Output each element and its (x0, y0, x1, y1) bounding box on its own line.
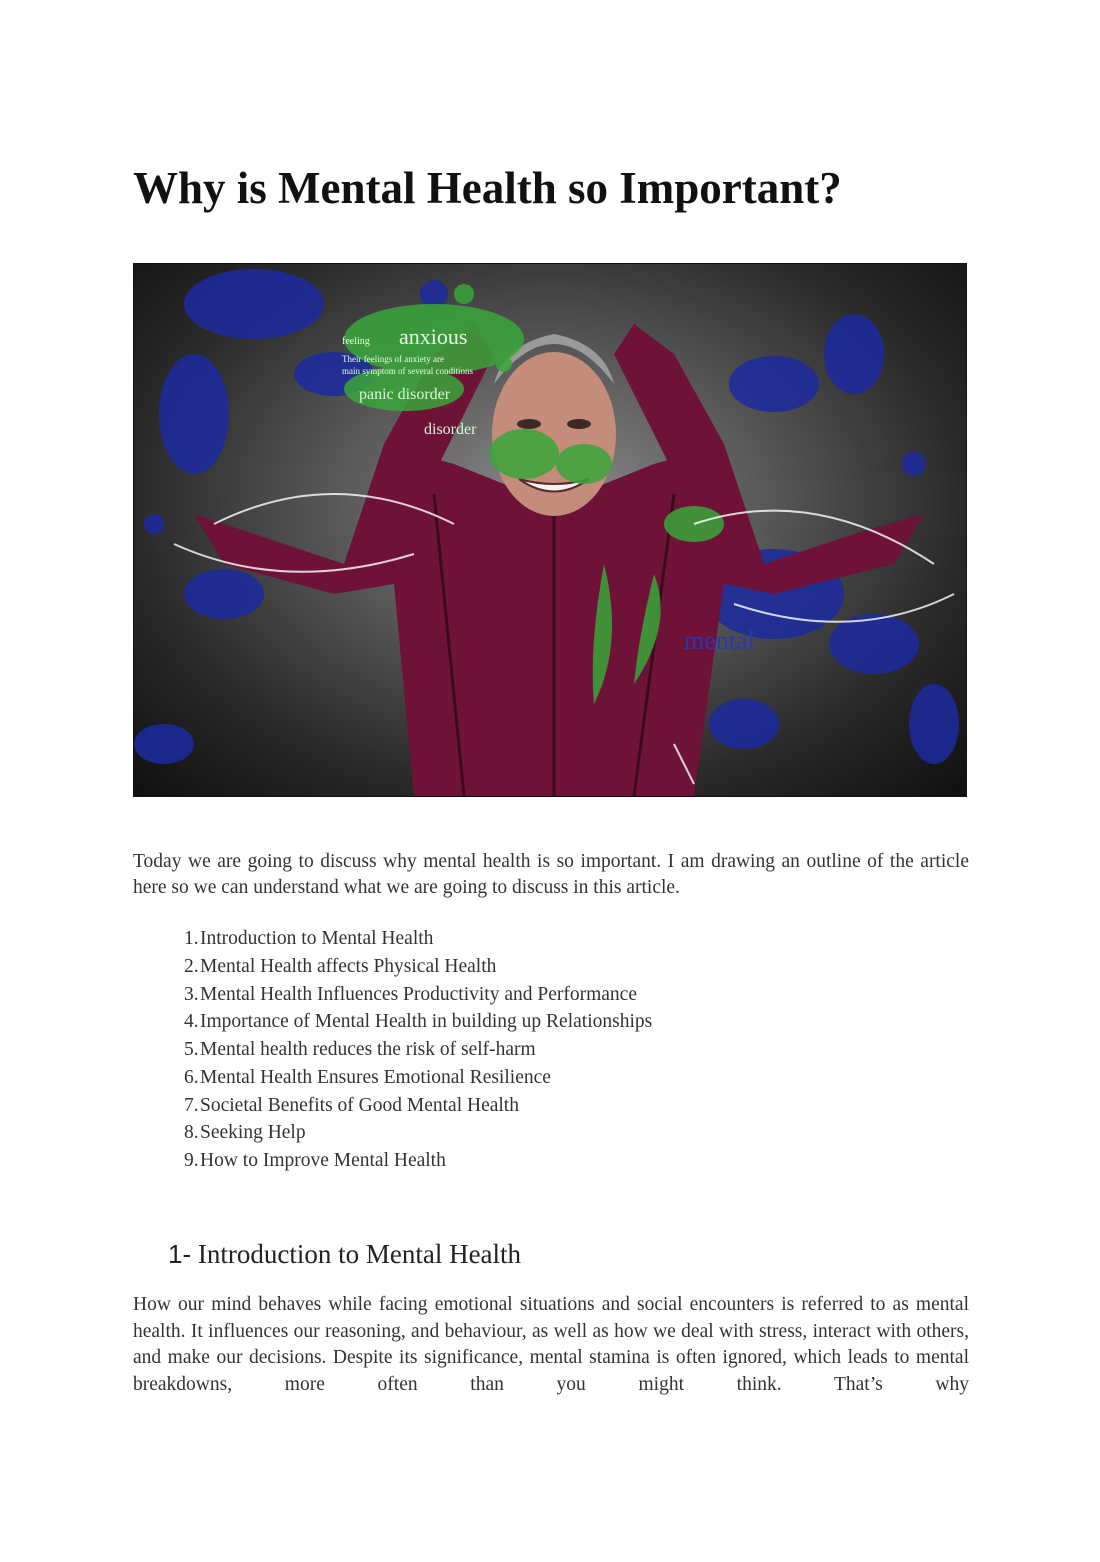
list-item (133, 1008, 652, 1036)
list-item (133, 925, 652, 953)
list-text: How to Improve Mental Health (200, 1150, 446, 1171)
section-number: 1- (168, 1239, 192, 1269)
list-number: 2. (184, 955, 199, 977)
list-text: Societal Benefits of Good Mental Health (200, 1094, 519, 1116)
section-heading (168, 1236, 521, 1272)
hero-illustration (134, 264, 966, 796)
list-item (133, 1119, 652, 1147)
section-body-paragraph: How our mind behaves while facing emotional situations and social encounters is referred to as mental health. It influences our reasoning, and behaviour, as well as how we deal with stress, interact with others, and make our decisions. Despite its significance, mental stamina is often ignored, which leads to mental breakdowns, more often than you might think. That’s why (133, 1294, 969, 1395)
intro-paragraph: Today we are going to discuss why mental health is so important. I am drawing an outline of the article here so we can understand what we are going to discuss in this article. (133, 851, 969, 898)
list-text: Mental health reduces the risk of self-harm (200, 1039, 536, 1060)
list-item (133, 1036, 652, 1064)
section-title: Introduction to Mental Health (191, 1239, 522, 1269)
list-text: Importance of Mental Health in building up Relationships (200, 1011, 653, 1033)
list-number: 9. (184, 1150, 199, 1171)
list-number: 8. (184, 1122, 199, 1144)
list-number: 1. (184, 928, 199, 949)
overlay-word: Their feelings of anxiety are (342, 354, 444, 364)
article-title: Why is Mental Health so Important? (133, 163, 842, 213)
overlay-word: mental (684, 626, 755, 655)
list-text: Mental Health Influences Productivity and Performance (200, 983, 637, 1005)
article-outline (133, 925, 652, 1175)
overlay-word: main symptom of several conditions (342, 366, 473, 376)
list-text: Introduction to Mental Health (200, 928, 434, 949)
list-number: 3. (184, 983, 199, 1005)
list-number: 6. (184, 1066, 199, 1088)
list-item (133, 953, 652, 981)
list-number: 4. (184, 1011, 199, 1033)
list-item (133, 1064, 652, 1092)
list-text: Mental Health affects Physical Health (200, 955, 497, 977)
hero-image (133, 263, 967, 797)
list-number: 5. (184, 1039, 199, 1060)
overlay-word: anxious (399, 324, 468, 349)
list-number: 7. (184, 1094, 199, 1116)
list-text: Seeking Help (200, 1122, 306, 1144)
list-item (133, 1147, 652, 1175)
overlay-word: disorder (424, 421, 477, 438)
overlay-word: feeling (342, 336, 370, 347)
overlay-word: panic disorder (359, 386, 451, 403)
list-item (133, 981, 652, 1009)
list-text: Mental Health Ensures Emotional Resilience (200, 1066, 551, 1088)
list-item (133, 1092, 652, 1120)
